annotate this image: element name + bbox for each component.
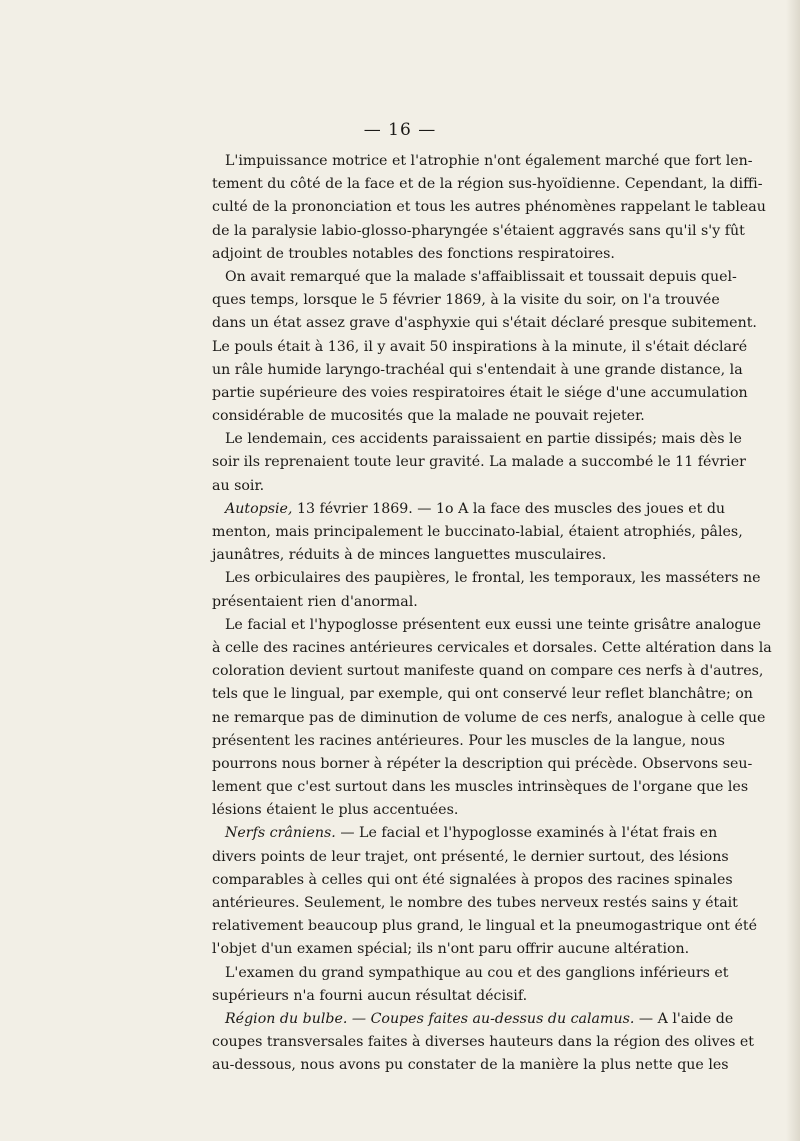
paragraph — [212, 150, 766, 266]
text-run: dans un état assez grave d'asphyxie qui s'était déclaré presque subitement. — [212, 315, 757, 332]
text-run: comparables à celles qui ont été signalées à propos des racines spinales — [212, 871, 733, 888]
text-line — [212, 614, 762, 637]
paragraph — [212, 614, 772, 823]
italic-heading: Nerfs crâniens. — [225, 825, 336, 842]
text-line — [212, 312, 757, 335]
text-run: L'examen du grand sympathique au cou et des ganglions inférieurs et — [225, 964, 729, 981]
paragraph — [212, 567, 761, 613]
text-run: tement du côté de la face et de la région sus-hyoïdienne. Cependant, la diffi- — [212, 176, 763, 193]
paragraph — [212, 962, 729, 1008]
text-line — [212, 521, 743, 544]
text-line — [212, 544, 712, 567]
text-run: l'objet d'un examen spécial; ils n'ont paru offrir aucune altération. — [212, 941, 690, 958]
text-line — [212, 150, 753, 173]
text-line — [212, 498, 726, 521]
text-line — [212, 822, 718, 845]
text-line — [212, 637, 772, 660]
text-run: coupes transversales faites à diverses hauteurs dans la région des olives et — [212, 1034, 754, 1051]
text-run: Le facial et l'hypoglosse présentent eux eussi une teinte grisâtre analogue — [225, 616, 762, 633]
text-line — [212, 730, 725, 753]
text-run: tels que le lingual, par exemple, qui ont conservé leur reflet blanchâtre; on — [212, 686, 753, 703]
text-run: de la paralysie labio-glosso-pharyngée s'étaient aggravés sans qu'il s'y fût — [212, 222, 745, 239]
paragraph — [212, 266, 757, 428]
text-run: Le lendemain, ces accidents paraissaient en partie dissipés; mais dès le — [225, 431, 742, 448]
text-run: à celle des racines antérieures cervicales et dorsales. Cette altération dans la — [212, 639, 772, 656]
paragraph — [212, 498, 743, 568]
text-line — [212, 196, 766, 219]
text-line — [212, 173, 763, 196]
text-line — [212, 985, 712, 1008]
text-run: ques temps, lorsque le 5 février 1869, à la visite du soir, on l'a trouvée — [212, 292, 720, 309]
text-line — [212, 289, 720, 312]
text-line — [212, 220, 745, 243]
text-line — [212, 336, 748, 359]
text-run: au-dessous, nous avons pu constater de la manière la plus nette que les — [212, 1057, 729, 1074]
text-line — [212, 567, 761, 590]
text-line — [212, 799, 712, 822]
text-run: L'impuissance motrice et l'atrophie n'ont également marché que fort len- — [225, 153, 753, 169]
text-run: considérable de mucosités que la malade ne pouvait rejeter. — [212, 408, 645, 425]
text-run: Le pouls était à 136, il y avait 50 inspirations à la minute, il s'était déclaré — [212, 338, 748, 355]
text-run: Les orbiculaires des paupières, le frontal, les temporaux, les masséters ne — [225, 570, 761, 587]
text-line — [212, 776, 749, 799]
text-run: présentaient rien d'anormal. — [212, 593, 418, 610]
text-line — [212, 382, 748, 405]
text-run: On avait remarqué que la malade s'affaiblissait et toussait depuis quel- — [225, 268, 737, 285]
text-run: un râle humide laryngo-trachéal qui s'entendait à une grande distance, la — [212, 361, 743, 378]
text-run: antérieures. Seulement, le nombre des tubes nerveux restés sains y était — [212, 895, 738, 911]
paragraph — [212, 428, 746, 498]
text-run: partie supérieure des voies respiratoires était le siége d'une accumulation — [212, 384, 748, 401]
text-line — [212, 962, 729, 985]
text-run: divers points de leur trajet, ont présenté, le dernier surtout, des lésions — [212, 848, 729, 865]
text-run: relativement beaucoup plus grand, le lingual et la pneumogastrique ont été — [212, 918, 758, 935]
text-line — [212, 243, 712, 266]
text-run: — Le facial et l'hypoglosse examinés à l'état frais en — [335, 825, 718, 842]
text-line — [212, 938, 712, 961]
text-run: jaunâtres, réduits à de minces languettes musculaires. — [212, 547, 607, 564]
text-line — [212, 660, 764, 683]
italic-heading: Région du bulbe. — Coupes faites au-dessus du calamus. — [225, 1010, 635, 1027]
text-run: supérieurs n'a fourni aucun résultat décisif. — [212, 987, 528, 1004]
text-line — [212, 1031, 754, 1054]
text-run: menton, mais principalement le buccinato-labial, étaient atrophiés, pâles, — [212, 524, 743, 540]
text-line — [212, 591, 712, 614]
text-line — [212, 683, 753, 706]
text-line — [212, 266, 737, 289]
text-run: adjoint de troubles notables des fonctions respiratoires. — [212, 245, 615, 262]
text-run: soir ils reprenaient toute leur gravité. La malade a succombé le 11 février — [212, 454, 746, 471]
text-line — [212, 846, 729, 869]
text-line — [212, 1008, 734, 1031]
paragraph — [212, 1008, 754, 1078]
text-line — [212, 892, 738, 915]
text-run: ne remarque pas de diminution de volume de ces nerfs, analogue à celle que — [212, 709, 766, 726]
italic-heading: Autopsie, — [225, 500, 293, 517]
text-line — [212, 915, 758, 938]
text-line — [212, 1054, 729, 1077]
page-number: — 16 — — [363, 120, 437, 140]
text-run: lésions étaient le plus accentuées. — [212, 802, 459, 819]
paragraph — [212, 822, 758, 961]
text-line — [212, 707, 766, 730]
text-run: culté de la prononciation et tous les autres phénomènes rappelant le tableau — [212, 199, 766, 216]
text-run: lement que c'est surtout dans les muscles intrinsèques de l'organe que les — [212, 779, 749, 796]
text-line — [212, 359, 743, 382]
text-line — [212, 405, 712, 428]
text-line — [212, 753, 753, 776]
page-edge-shadow — [786, 0, 800, 1141]
text-line — [212, 451, 746, 474]
text-line — [212, 869, 733, 892]
text-run: pourrons nous borner à répéter la description qui précède. Observons seu- — [212, 755, 753, 772]
text-run: présentent les racines antérieures. Pour les muscles de la langue, nous — [212, 732, 725, 749]
text-run: coloration devient surtout manifeste quand on compare ces nerfs à d'autres, — [212, 663, 764, 680]
text-line — [212, 475, 712, 498]
text-line — [212, 428, 742, 451]
body-text — [212, 150, 772, 1078]
text-run: — A l'aide de — [634, 1010, 734, 1027]
text-run: 13 février 1869. — 1o A la face des muscles des joues et du — [292, 500, 726, 517]
text-run: au soir. — [212, 477, 265, 494]
